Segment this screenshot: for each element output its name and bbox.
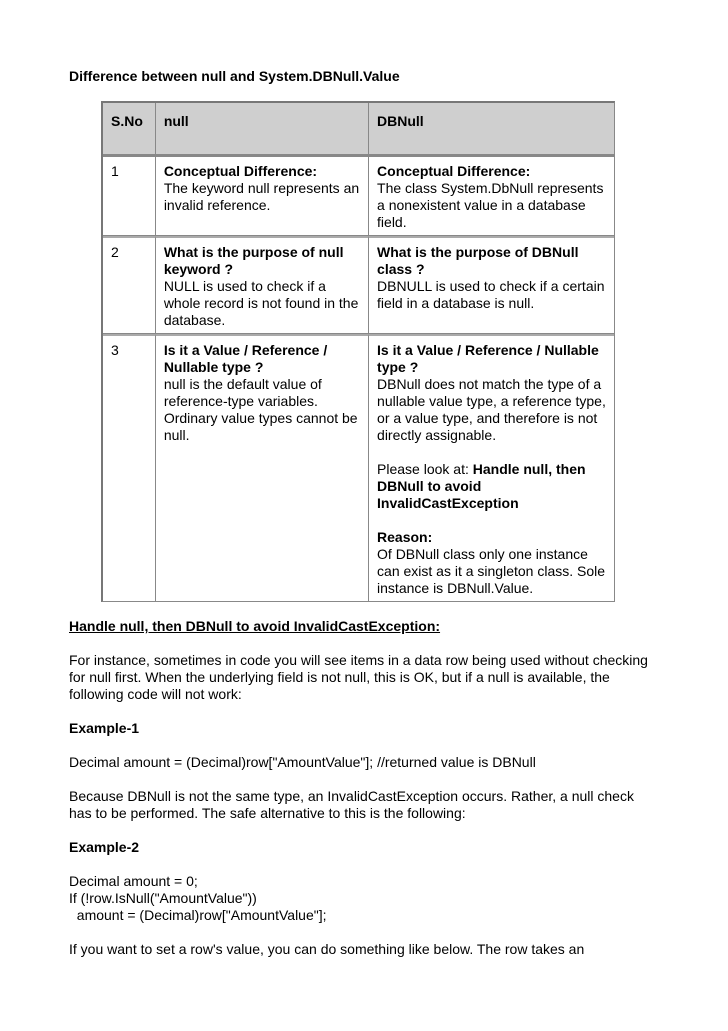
- cell-dbnull: [369, 334, 614, 601]
- example2-code-line: amount = (Decimal)row["AmountValue"];: [69, 907, 327, 923]
- cell-null-heading: Conceptual Difference:: [163, 163, 318, 179]
- example2-code: [69, 873, 649, 924]
- cell-dbnull-heading: What is the purpose of DBNull class ?: [377, 244, 579, 277]
- example2-heading: Example-2: [69, 839, 140, 855]
- because-paragraph: Because DBNull is not the same type, an InvalidCastException occurs. Rather, a null check has to be performed. The safe alternative to this is the following:: [69, 788, 634, 821]
- look-link-text: Handle null, then DBNull to avoid InvalidCastException: [377, 461, 586, 511]
- cell-null-text: The keyword null represents an invalid reference.: [163, 180, 360, 213]
- cell-dbnull-text: DBNull does not match the type of a nullable value type, a reference type, or a value type, and therefore is not directly assignable.: [377, 376, 606, 443]
- last-paragraph: If you want to set a row's value, you can do something like below. The row takes an: [69, 941, 585, 957]
- cell-null: [156, 155, 369, 236]
- cell-dbnull-heading: Conceptual Difference:: [377, 163, 531, 179]
- cell-dbnull: [369, 236, 614, 334]
- comparison-table: [101, 101, 615, 602]
- header-sno: S.No: [103, 103, 156, 155]
- document-title: Difference between null and System.DBNull.Value: [69, 68, 400, 84]
- table-row: [103, 155, 614, 236]
- cell-dbnull-text: DBNULL is used to check if a certain field in a database is null.: [377, 278, 605, 311]
- example1-heading: Example-1: [69, 720, 140, 736]
- cell-null: [156, 334, 369, 601]
- cell-dbnull-reason-heading: Reason:: [377, 529, 433, 545]
- cell-null-text: NULL is used to check if a whole record is not found in the database.: [163, 278, 359, 328]
- header-dbnull: DBNull: [369, 103, 614, 155]
- example1-code: Decimal amount = (Decimal)row["AmountValue"]; //returned value is DBNull: [69, 754, 536, 770]
- example2-code-line: If (!row.IsNull("AmountValue")): [69, 890, 257, 906]
- table-row: [103, 334, 614, 601]
- cell-dbnull-text: The class System.DbNull represents a nonexistent value in a database field.: [377, 180, 604, 230]
- spacer: [377, 512, 610, 529]
- table-header-row: [103, 103, 614, 155]
- look-prefix: Please look at:: [377, 461, 473, 477]
- header-null: null: [156, 103, 369, 155]
- cell-null: [156, 236, 369, 334]
- cell-sno: 1: [103, 155, 156, 236]
- intro-paragraph: For instance, sometimes in code you will see items in a data row being used without checking for null first. When the underlying field is not null, this is OK, but if a null is available, the following code will not work:: [69, 652, 648, 702]
- example2-code-line: Decimal amount = 0;: [69, 873, 198, 889]
- cell-dbnull-look: [377, 461, 610, 512]
- section-heading: Handle null, then DBNull to avoid InvalidCastException:: [69, 618, 441, 634]
- cell-dbnull: [369, 155, 614, 236]
- cell-null-heading: Is it a Value / Reference / Nullable type ?: [163, 342, 328, 375]
- cell-sno: 2: [103, 236, 156, 334]
- document-body: [69, 618, 649, 975]
- cell-dbnull-reason-text: Of DBNull class only one instance can exist as it a singleton class. Sole instance is DBNull.Value.: [377, 546, 606, 596]
- cell-sno: 3: [103, 334, 156, 601]
- cell-null-text: null is the default value of reference-type variables. Ordinary value types cannot be null.: [163, 376, 358, 443]
- cell-dbnull-heading: Is it a Value / Reference / Nullable type ?: [377, 342, 599, 375]
- table-row: [103, 236, 614, 334]
- cell-null-heading: What is the purpose of null keyword ?: [163, 244, 344, 277]
- document-page: [69, 68, 669, 85]
- spacer: [377, 444, 610, 461]
